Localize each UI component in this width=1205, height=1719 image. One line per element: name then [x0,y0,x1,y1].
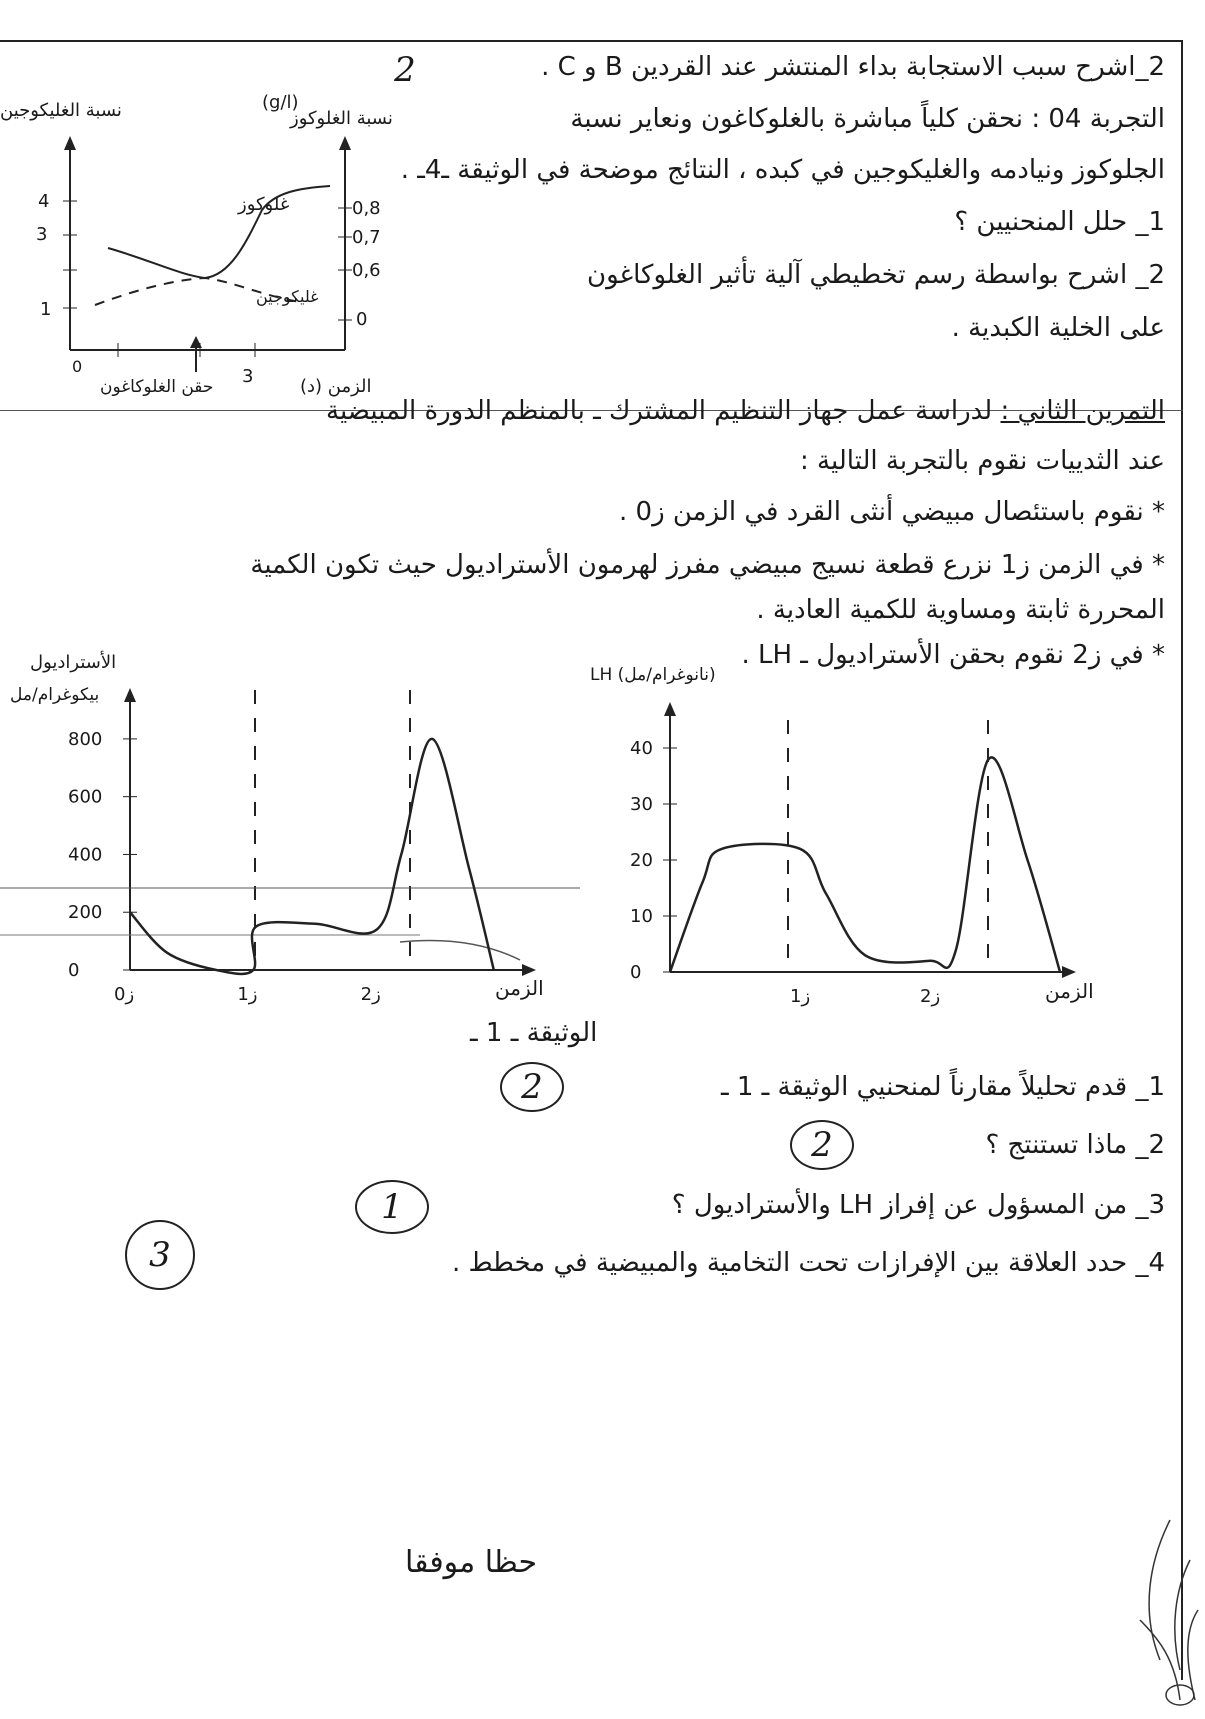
page-top-border [0,40,1183,42]
grade-q2-top: 2 [394,50,416,90]
question-3: 3_ من المسؤول عن إفراز LH والأستراديول ؟ [671,1190,1165,1220]
right-tick-08: 0,8 [352,198,381,219]
left-tick-1: 1 [40,299,52,320]
right-tick-0: 0 [356,309,368,330]
exp4-q2: 2_ اشرح بواسطة رسم تخطيطي آلية تأثير الغلوكاغون [587,260,1165,290]
ex2-bullet-2: * في الزمن ز1 نزرع قطعة نسيج مبيضي مفرز لهرمون الأستراديول حيث تكون الكمية [250,550,1165,580]
estradiol-xlabel: الزمن [495,976,544,1000]
lh-xlabel: الزمن [1045,979,1094,1003]
estradiol-ytick-label: 200 [68,902,103,924]
page-right-border [1181,40,1183,1680]
glucose-series-label: غلوكوز [238,194,290,215]
glucose-axis-title: نسبة الغلوكوز [290,108,393,129]
lh-ytick-label: 10 [630,906,653,927]
injection-label: حقن الغلوكاغون [100,377,214,397]
lh-xtick-label: ز1 [790,986,811,1007]
x-tick-3: 3 [242,366,254,387]
ex2-intro-2: عند الثدييات نقوم بالتجربة التالية : [800,446,1165,476]
lh-ytick-label: 30 [630,794,653,815]
lh-ylabel: LH (نانوغرام/مل) [590,665,716,685]
exp4-line-2: الجلوكوز ونيادمه والغليكوجين في كبده ، النتائج موضحة في الوثيقة ـ4ـ . [400,155,1165,185]
estradiol-xtick-label: ز1 [237,984,258,1005]
glycogen-series-label: غليكوجين [256,287,319,306]
grade-q3: 1 [355,1180,429,1234]
estradiol-ytick-label: 800 [68,728,103,750]
unit-label: (g/l) [262,92,299,113]
document-1-label: الوثيقة ـ 1 ـ [470,1018,598,1048]
q2-line: 2_اشرح سبب الاستجابة بداء المنتشر عند القردين B و C . [541,52,1165,82]
estradiol-chart [0,650,580,1030]
ex2-bullet-3: * في ز2 نقوم بحقن الأستراديول ـ LH . [741,640,1165,670]
lh-curve [670,757,1060,972]
estradiol-xtick-label: ز2 [360,984,381,1005]
estradiol-ytick-label: 0 [68,960,80,981]
question-4: 4_ حدد العلاقة بين الإفرازات تحت التخامية والمبيضية في مخطط . [451,1248,1165,1278]
exp4-q1: 1_ حلل المنحنيين ؟ [954,207,1165,237]
estradiol-xtick-label: ز0 [114,984,135,1005]
ex2-heading: التمرين الثاني : [1000,396,1165,426]
x-tick-0: 0 [72,357,83,376]
right-tick-07: 0,7 [352,227,381,248]
flower-doodle-icon [1080,1500,1205,1715]
left-tick-4: 4 [38,191,50,212]
grade-q2: 2 [790,1120,854,1170]
glycogen-axis-title: نسبة الغليكوجين [0,100,122,121]
ex2-bullet-1: * نقوم باستئصال مبيضي أنثى القرد في الزمن ز0 . [618,497,1165,527]
estradiol-ytick-label: 400 [68,844,103,866]
question-2: 2_ ماذا تستنتج ؟ [985,1130,1165,1160]
grade-q1: 2 [500,1062,564,1112]
good-luck-text: حظا موفقا [405,1545,538,1580]
left-tick-3: 3 [36,224,48,245]
ex2-intro: لدراسة عمل جهاز التنظيم المشترك ـ بالمنظم الدورة المبيضية [326,396,993,426]
exp4-q2-cont: على الخلية الكبدية . [951,313,1165,343]
lh-ytick-label: 40 [630,738,653,759]
small-x-axis-title: الزمن (د) [300,376,372,397]
estradiol-curve [130,739,494,974]
lh-ytick-label: 20 [630,850,653,871]
left-axis-arrow [64,136,76,150]
grade-q4: 3 [125,1220,195,1290]
estradiol-yunit: بيكوغرام/مل [10,685,100,705]
lh-xtick-label: ز2 [920,986,941,1007]
right-axis-arrow [339,136,351,150]
exp4-line: التجربة 04 : نحقن كلياً مباشرة بالغلوكاغون ونعاير نسبة [570,104,1165,134]
estradiol-ytick-label: 600 [68,786,103,808]
estradiol-ylabel: الأستراديول [30,652,117,673]
lh-chart [590,650,1100,1030]
glucose-curve [108,186,330,278]
ex2-bullet-2-cont: المحررة ثابتة ومساوية للكمية العادية . [756,595,1165,625]
estradiol-arc [400,940,520,960]
lh-ytick-label: 0 [630,962,642,983]
question-1: 1_ قدم تحليلاً مقارناً لمنحنيي الوثيقة ـ 1 ـ [720,1072,1165,1102]
glucagon-chart [0,80,400,400]
right-tick-06: 0,6 [352,260,381,281]
ex2-title [326,396,1165,426]
